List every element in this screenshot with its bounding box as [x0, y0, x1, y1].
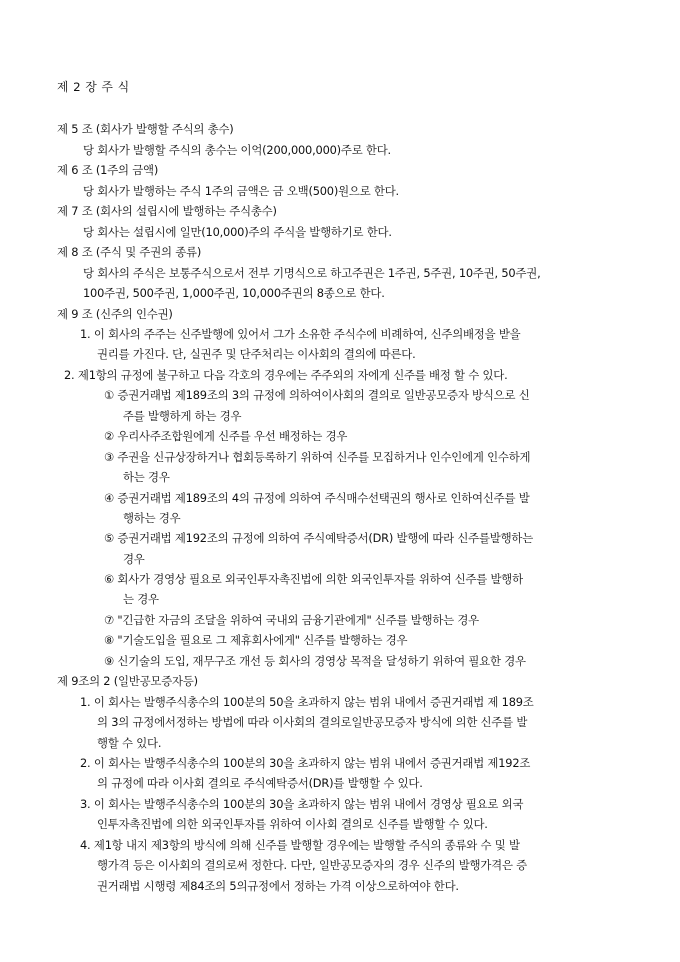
article-8-body-line-2: 100주권, 500주권, 1,000주권, 10,000주권의 8종으로 한다. [83, 286, 385, 300]
article-9-2-clause-4-line-2: 행가격 등은 이사회의 결의로써 정한다. 다만, 일반공모증자의 경우 신주의 발행가격은 증 [97, 858, 527, 872]
article-6-body: 당 회사가 발행하는 주식 1주의 금액은 금 오백(500)원으로 한다. [83, 184, 399, 198]
list-item-5-line-1: ⑤ 증권거래법 제192조의 규정에 의하여 주식예탁증서(DR) 발행에 따라 신주를발행하는 [104, 531, 534, 545]
list-item-4-line-2: 행하는 경우 [123, 511, 181, 525]
article-9-title: 제 9 조 (신주의 인수권) [57, 307, 173, 321]
article-9-clause-2: 2. 제1항의 규정에 불구하고 다음 각호의 경우에는 주주외의 자에게 신주를 배정 할 수 있다. [64, 368, 508, 382]
article-8-title: 제 8 조 (주식 및 주권의 종류) [57, 245, 202, 259]
list-item-6-line-2: 는 경우 [123, 592, 159, 606]
list-item-1-line-2: 주를 발행하게 하는 경우 [123, 409, 242, 423]
list-item-6-line-1: ⑥ 회사가 경영상 필요로 외국인투자촉진법에 의한 외국인투자를 위하여 신주를 발행하 [104, 572, 523, 586]
list-item-2: ② 우리사주조합원에게 신주를 우선 배정하는 경우 [104, 429, 348, 443]
list-item-9: ⑨ 신기술의 도입, 재무구조 개선 등 회사의 경영상 목적을 달성하기 위하여 필요한 경우 [104, 654, 526, 668]
article-9-2-clause-2-line-2: 의 규정에 따라 이사회 결의로 주식예탁증서(DR)를 발행할 수 있다. [97, 776, 423, 790]
article-9-2-title: 제 9조의 2 (일반공모증자등) [57, 674, 198, 688]
article-9-2-clause-4-line-3: 권거래법 시행령 제84조의 5의규정에서 정하는 가격 이상으로하여야 한다. [97, 879, 459, 893]
article-9-2-clause-3-line-1: 3. 이 회사는 발행주식총수의 100분의 30을 초과하지 않는 범위 내에서 경영상 필요로 외국 [80, 797, 524, 811]
article-9-2-clause-1-line-2: 의 3의 규정에서정하는 방법에 따라 이사회의 결의로일반공모증자 방식에 의한 신주를 발 [97, 715, 528, 729]
article-9-2-clause-2-line-1: 2. 이 회사는 발행주식총수의 100분의 30을 초과하지 않는 범위 내에서 증권거래법 제192조 [80, 756, 531, 770]
article-9-2-clause-1-line-3: 행할 수 있다. [97, 736, 162, 750]
article-9-clause-1-line-2: 권리를 가진다. 단, 실권주 및 단주처리는 이사회의 결의에 따른다. [97, 347, 416, 361]
article-5-title: 제 5 조 (회사가 발행할 주식의 총수) [57, 122, 234, 136]
article-8-body-line-1: 당 회사의 주식은 보통주식으로서 전부 기명식으로 하고주권은 1주권, 5주권, 10주권, 50주권, [83, 266, 541, 280]
list-item-3-line-2: 하는 경우 [123, 470, 170, 484]
article-6-title: 제 6 조 (1주의 금액) [57, 163, 159, 177]
list-item-3-line-1: ③ 주권을 신규상장하거나 협회등록하기 위하여 신주를 모집하거나 인수인에게 인수하게 [104, 450, 531, 464]
article-9-2-clause-4-line-1: 4. 제1항 내지 제3항의 방식에 의해 신주를 발행할 경우에는 발행할 주식의 종류와 수 및 발 [80, 838, 520, 852]
list-item-4-line-1: ④ 증권거래법 제189조의 4의 규정에 의하여 주식매수선택권의 행사로 인하여신주를 발 [104, 491, 530, 505]
list-item-8: ⑧ "기술도입을 필요로 그 제휴회사에게" 신주를 발행하는 경우 [104, 633, 408, 647]
article-7-body: 당 회사는 설립시에 일만(10,000)주의 주식을 발행하기로 한다. [83, 225, 392, 239]
chapter-title: 제 2 장 주 식 [57, 80, 130, 94]
article-9-clause-1-line-1: 1. 이 회사의 주주는 신주발행에 있어서 그가 소유한 주식수에 비례하여, 신주의배정을 받을 [80, 327, 521, 341]
list-item-7: ⑦ "긴급한 자금의 조달을 위하여 국내외 금융기관에게" 신주를 발행하는 경우 [104, 613, 479, 627]
list-item-1-line-1: ① 증권거래법 제189조의 3의 규정에 의하여이사회의 결의로 일반공모증자 방식으로 신 [104, 388, 530, 402]
article-5-body: 당 회사가 발행할 주식의 총수는 이억(200,000,000)주로 한다. [83, 143, 391, 157]
article-9-2-clause-1-line-1: 1. 이 회사는 발행주식총수의 100분의 50을 초과하지 않는 범위 내에서 증권거래법 제 189조 [80, 695, 534, 709]
list-item-5-line-2: 경우 [123, 552, 145, 566]
article-9-2-clause-3-line-2: 인투자촉진법에 의한 외국인투자를 위하여 이사회 결의로 신주를 발행할 수 있다. [97, 817, 488, 831]
article-7-title: 제 7 조 (회사의 설립시에 발행하는 주식총수) [57, 204, 277, 218]
